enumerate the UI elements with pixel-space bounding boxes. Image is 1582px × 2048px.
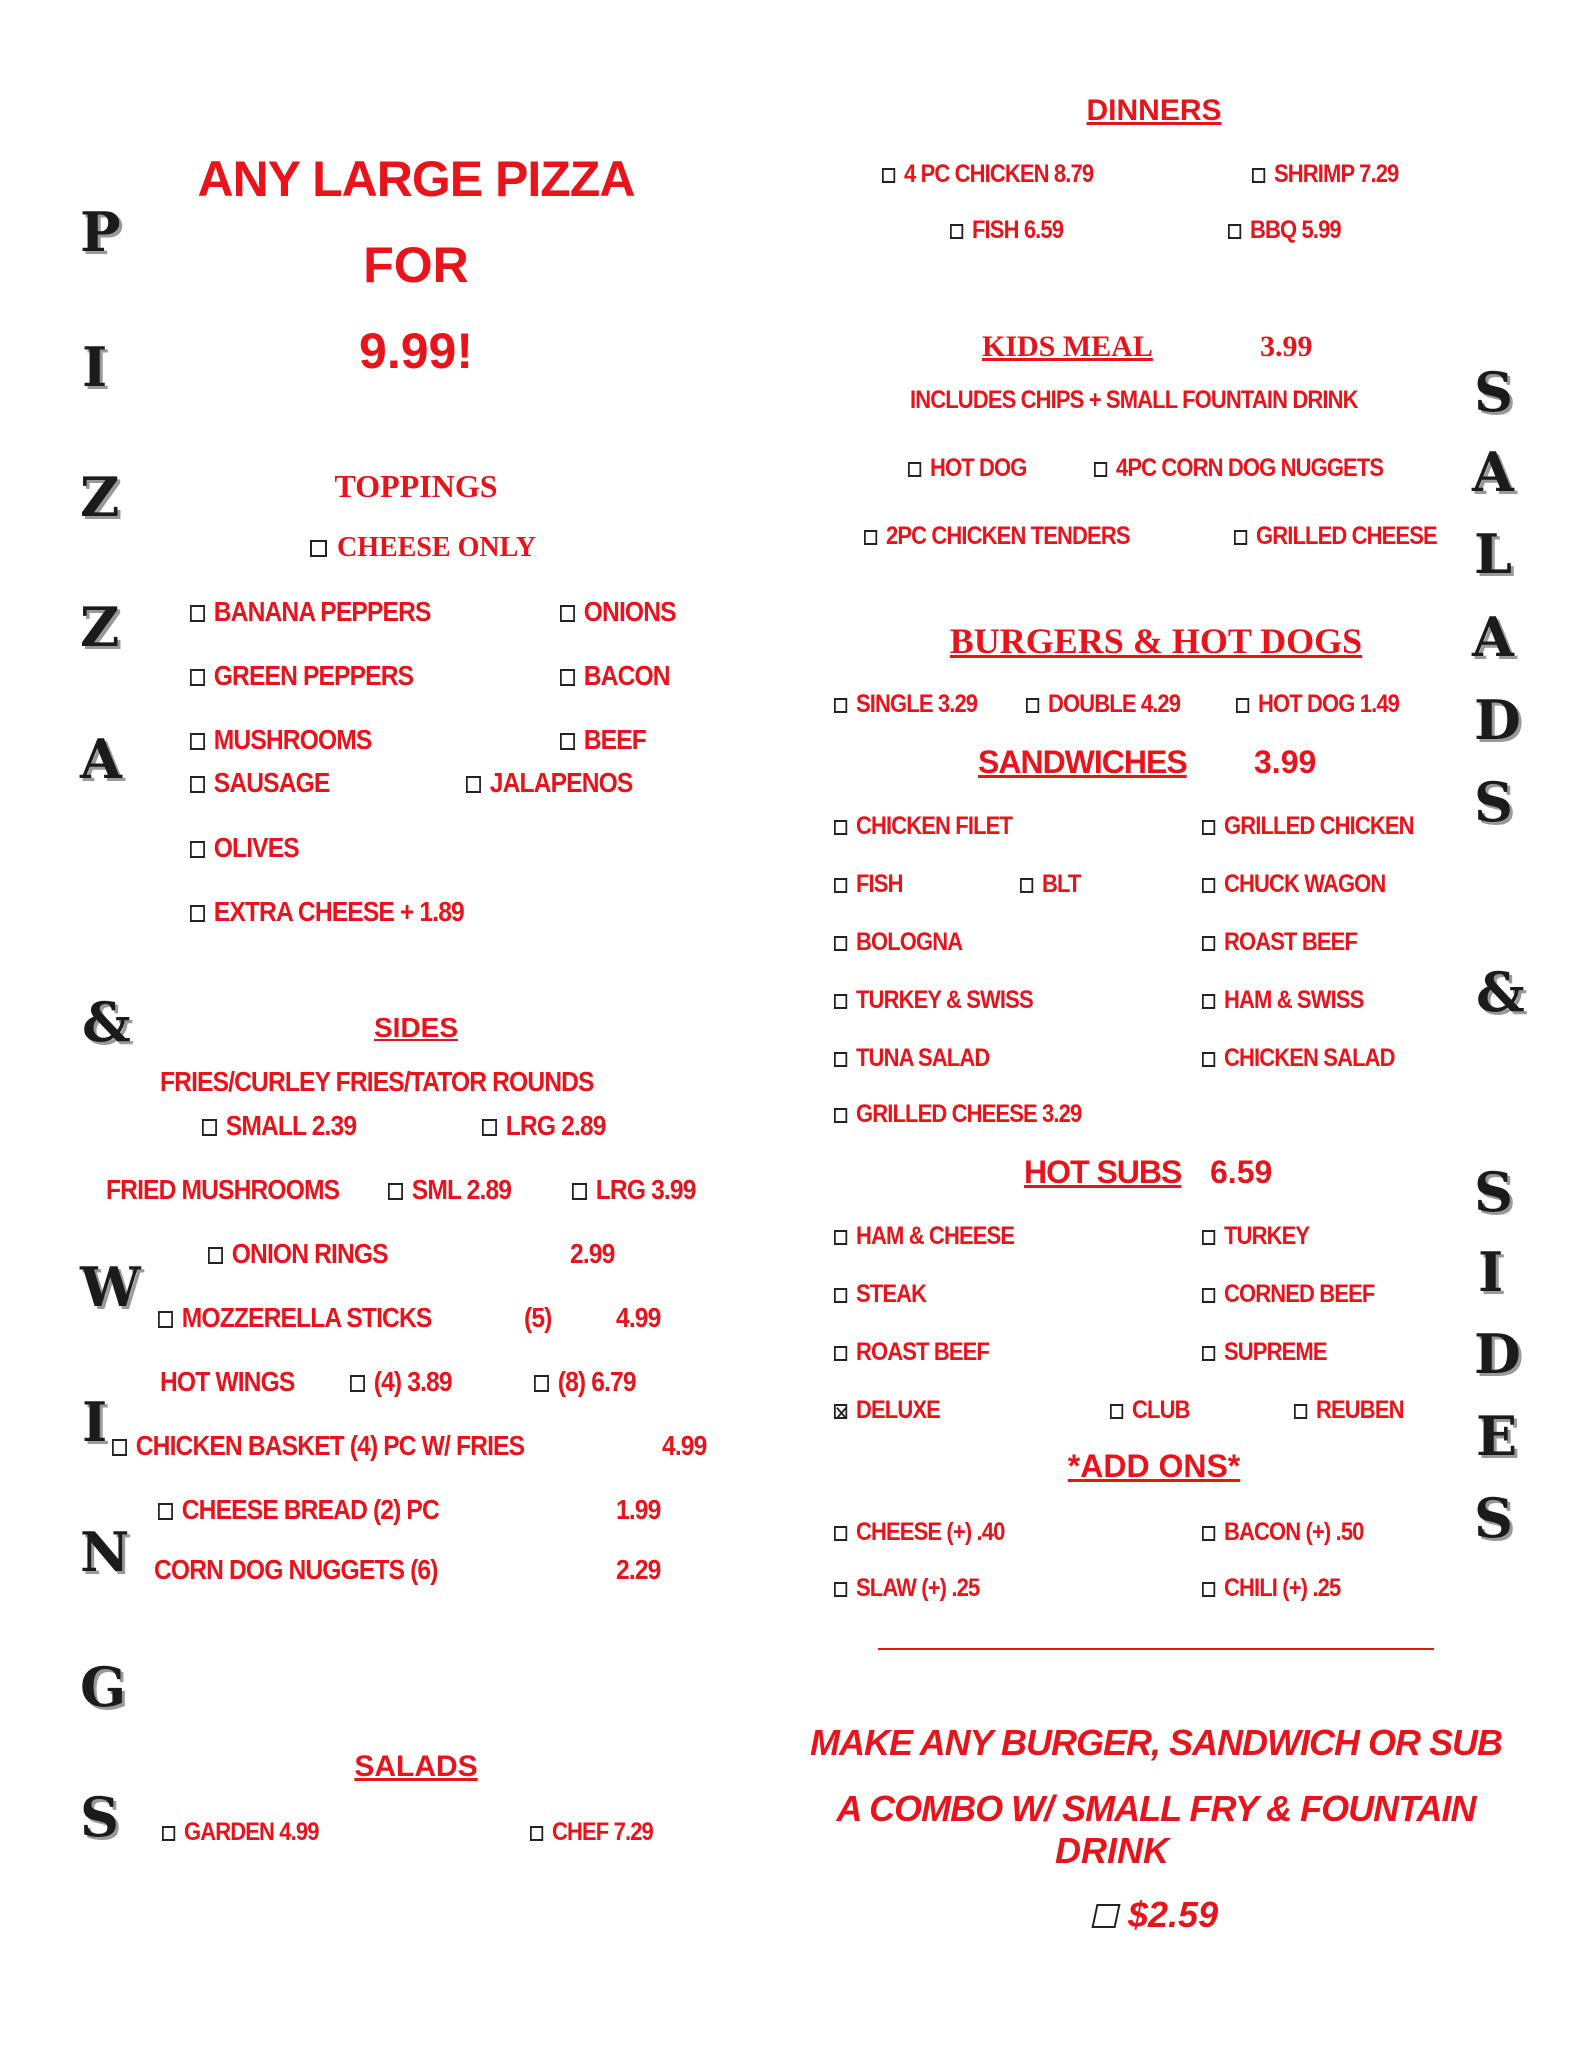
topping-item[interactable]: BEEF (560, 724, 646, 756)
wings-8[interactable]: (8) 6.79 (534, 1366, 636, 1398)
checkbox-icon[interactable] (190, 605, 205, 622)
pizza-headline-for: FOR (363, 237, 469, 293)
checkbox-icon[interactable] (158, 1311, 173, 1328)
checkbox-icon[interactable] (482, 1119, 497, 1136)
checkbox-icon[interactable] (834, 1526, 847, 1541)
topping-item[interactable]: SAUSAGE (190, 767, 329, 799)
topping-item[interactable]: EXTRA CHEESE + 1.89 (190, 896, 464, 928)
vertical-letter: S (1474, 360, 1513, 424)
hot-dog[interactable]: HOT DOG 1.49 (1236, 690, 1399, 719)
combo-line-1: MAKE ANY BURGER, SANDWICH OR SUB (809, 1722, 1503, 1763)
checkbox-icon[interactable] (572, 1183, 587, 1200)
fries-large[interactable]: LRG 2.89 (482, 1110, 606, 1142)
checkbox-icon[interactable] (1236, 698, 1249, 713)
chicken-basket[interactable]: CHICKEN BASKET (4) PC W/ FRIES (112, 1430, 524, 1462)
checkbox-icon[interactable] (208, 1247, 223, 1264)
vertical-letter: D (1474, 688, 1521, 752)
checkbox-icon[interactable] (834, 936, 847, 951)
checkbox-icon[interactable] (834, 1582, 847, 1597)
vertical-letter: N (80, 1520, 130, 1584)
topping-item[interactable]: BANANA PEPPERS (190, 596, 431, 628)
combo-line-3: DRINK (1055, 1830, 1169, 1871)
sub-item[interactable]: STEAK (834, 1280, 926, 1309)
checkbox-icon[interactable] (1202, 878, 1215, 893)
checkbox-icon[interactable] (864, 530, 877, 545)
topping-cheese-only[interactable]: CHEESE ONLY (310, 532, 536, 564)
vertical-letter: S (1474, 1160, 1513, 1224)
pizza-headline: ANY LARGE PIZZA (197, 151, 635, 207)
sandwich-item[interactable]: TUNA SALAD (834, 1044, 989, 1073)
sub-item[interactable]: REUBEN (1294, 1396, 1404, 1425)
vertical-letter: L (1474, 522, 1512, 586)
sub-item-deluxe[interactable]: DELUXE (834, 1396, 940, 1425)
checkbox-icon[interactable] (834, 1288, 847, 1303)
add-ons-title: *ADD ONS* (1067, 1448, 1241, 1484)
sub-item[interactable]: ROAST BEEF (834, 1338, 989, 1367)
mozzarella-count: (5) (524, 1302, 552, 1333)
sub-item[interactable]: CLUB (1110, 1396, 1190, 1425)
sandwich-item[interactable]: ROAST BEEF (1202, 928, 1357, 957)
addon-item[interactable]: SLAW (+) .25 (834, 1574, 979, 1603)
vertical-letter: A (1472, 440, 1514, 504)
vertical-letter: E (1476, 1404, 1518, 1468)
checkbox-icon[interactable] (350, 1375, 365, 1392)
checkbox-icon[interactable] (202, 1119, 217, 1136)
sandwich-item[interactable]: GRILLED CHEESE 3.29 (834, 1100, 1081, 1129)
sides-fries-label: FRIES/CURLEY FRIES/TATOR ROUNDS (160, 1066, 594, 1097)
sides-title: SIDES (373, 1012, 459, 1043)
checkbox-icon[interactable] (1202, 820, 1215, 835)
kids-item[interactable]: 2PC CHICKEN TENDERS (864, 522, 1130, 551)
hot-subs-price: 6.59 (1210, 1154, 1273, 1190)
checkbox-icon[interactable] (834, 698, 847, 713)
vertical-letter: & (1476, 960, 1525, 1024)
dinner-item[interactable]: FISH 6.59 (950, 216, 1063, 245)
checkbox-icon[interactable] (190, 776, 205, 793)
sandwich-item[interactable]: GRILLED CHICKEN (1202, 812, 1414, 841)
burger-double[interactable]: DOUBLE 4.29 (1026, 690, 1180, 719)
mozzarella-sticks[interactable]: MOZZERELLA STICKS (158, 1302, 431, 1334)
checkbox-icon[interactable] (158, 1503, 173, 1520)
checkbox-icon[interactable] (190, 733, 205, 750)
kids-item[interactable]: GRILLED CHEESE (1234, 522, 1437, 551)
divider (878, 1648, 1434, 1650)
checkbox-icon[interactable] (112, 1439, 127, 1456)
topping-item[interactable]: ONIONS (560, 596, 676, 628)
vertical-letter: I (1478, 1240, 1504, 1304)
sandwiches-title: SANDWICHES (978, 744, 1187, 780)
dinner-item[interactable]: SHRIMP 7.29 (1252, 160, 1398, 189)
checkbox-icon[interactable] (908, 462, 921, 477)
vertical-letter: D (1474, 1322, 1521, 1386)
checkbox-icon[interactable] (1202, 1526, 1215, 1541)
vertical-letter: A (80, 727, 122, 791)
mushrooms-large[interactable]: LRG 3.99 (572, 1174, 696, 1206)
topping-item[interactable]: BACON (560, 660, 670, 692)
topping-item[interactable]: JALAPENOS (466, 767, 632, 799)
checkbox-icon[interactable] (1294, 1404, 1307, 1419)
checkbox-icon[interactable] (834, 994, 847, 1009)
vertical-letter: P (80, 200, 121, 264)
mozzarella-price: 4.99 (616, 1302, 661, 1333)
checkbox-icon[interactable] (1202, 1052, 1215, 1067)
checked-checkbox-icon[interactable] (834, 1404, 847, 1419)
kids-meal-price: 3.99 (1260, 330, 1313, 363)
sub-item[interactable]: TURKEY (1202, 1222, 1309, 1251)
checkbox-icon[interactable] (1094, 462, 1107, 477)
checkbox-icon[interactable] (834, 1052, 847, 1067)
sandwich-item[interactable]: BOLOGNA (834, 928, 962, 957)
checkbox-icon[interactable] (560, 733, 575, 750)
cheese-bread[interactable]: CHEESE BREAD (2) PC (158, 1494, 439, 1526)
hot-subs-title: HOT SUBS (1024, 1154, 1182, 1190)
vertical-letter: G (80, 1655, 127, 1719)
addon-item[interactable]: BACON (+) .50 (1202, 1518, 1364, 1547)
topping-item[interactable]: MUSHROOMS (190, 724, 371, 756)
checkbox-icon[interactable] (834, 820, 847, 835)
chicken-basket-price: 4.99 (662, 1430, 707, 1461)
checkbox-icon[interactable] (1202, 1288, 1215, 1303)
checkbox-icon[interactable] (466, 776, 481, 793)
sandwich-item[interactable]: FISH (834, 870, 903, 899)
checkbox-icon[interactable] (834, 1230, 847, 1245)
fries-small[interactable]: SMALL 2.39 (202, 1110, 356, 1142)
kids-meal-includes: INCLUDES CHIPS + SMALL FOUNTAIN DRINK (910, 386, 1358, 414)
checkbox-icon[interactable] (388, 1183, 403, 1200)
vertical-letter: I (82, 335, 108, 399)
burgers-title: BURGERS & HOT DOGS (949, 621, 1363, 661)
salad-chef[interactable]: CHEF 7.29 (530, 1818, 653, 1847)
sub-item[interactable]: CORNED BEEF (1202, 1280, 1374, 1309)
checkbox-icon[interactable] (560, 669, 575, 686)
vertical-letter: S (80, 1785, 119, 1849)
checkbox-icon[interactable] (534, 1375, 549, 1392)
onion-rings[interactable]: ONION RINGS (208, 1238, 388, 1270)
checkbox-icon[interactable] (1020, 878, 1033, 893)
dinners-title: DINNERS (1086, 94, 1222, 127)
checkbox-icon[interactable] (950, 224, 963, 239)
checkbox-icon[interactable] (1234, 530, 1247, 545)
kids-item[interactable]: 4PC CORN DOG NUGGETS (1094, 454, 1383, 483)
topping-item[interactable]: OLIVES (190, 832, 299, 864)
onion-rings-price: 2.99 (570, 1238, 615, 1269)
checkbox-icon[interactable] (1091, 1904, 1120, 1928)
sandwich-item[interactable]: CHICKEN FILET (834, 812, 1012, 841)
sandwich-item[interactable]: CHUCK WAGON (1202, 870, 1385, 899)
burger-single[interactable]: SINGLE 3.29 (834, 690, 977, 719)
vertical-letter: S (1474, 1486, 1513, 1550)
sub-item[interactable]: SUPREME (1202, 1338, 1327, 1367)
fried-mushrooms-label: FRIED MUSHROOMS (106, 1174, 340, 1205)
checkbox-icon[interactable] (834, 1346, 847, 1361)
checkbox-icon[interactable] (1228, 224, 1241, 239)
hot-wings-label: HOT WINGS (160, 1366, 295, 1397)
vertical-letter: Z (80, 595, 120, 659)
checkbox-icon[interactable] (1202, 1582, 1215, 1597)
dinner-item[interactable]: 4 PC CHICKEN 8.79 (882, 160, 1093, 189)
corn-dog-nuggets: CORN DOG NUGGETS (6) (154, 1554, 438, 1585)
vertical-letter: Z (80, 465, 120, 529)
checkbox-icon[interactable] (1110, 1404, 1123, 1419)
kids-meal-title: KIDS MEAL (982, 330, 1153, 363)
combo-price[interactable]: $2.59 (1094, 1894, 1218, 1936)
sandwiches-price: 3.99 (1254, 744, 1317, 780)
checkbox-icon[interactable] (834, 1108, 847, 1123)
kids-item[interactable]: HOT DOG (908, 454, 1027, 483)
checkbox-icon[interactable] (310, 540, 327, 557)
mushrooms-small[interactable]: SML 2.89 (388, 1174, 511, 1206)
dinner-item[interactable]: BBQ 5.99 (1228, 216, 1341, 245)
sandwich-item[interactable]: BLT (1020, 870, 1081, 899)
checkbox-icon[interactable] (1252, 168, 1265, 183)
checkbox-icon[interactable] (1026, 698, 1039, 713)
salads-title: SALADS (354, 1750, 478, 1783)
vertical-letter: I (82, 1390, 108, 1454)
checkbox-icon[interactable] (1202, 994, 1215, 1009)
addon-item[interactable]: CHILI (+) .25 (1202, 1574, 1340, 1603)
vertical-letter: & (82, 990, 131, 1054)
cheese-bread-price: 1.99 (616, 1494, 661, 1525)
wings-4[interactable]: (4) 3.89 (350, 1366, 452, 1398)
vertical-letter: A (1472, 605, 1514, 669)
checkbox-icon[interactable] (190, 841, 205, 858)
sandwich-item[interactable]: HAM & SWISS (1202, 986, 1363, 1015)
corn-dog-price: 2.29 (616, 1554, 661, 1585)
sandwich-item[interactable]: CHICKEN SALAD (1202, 1044, 1395, 1073)
topping-item[interactable]: GREEN PEPPERS (190, 660, 413, 692)
toppings-title: TOPPINGS (334, 468, 498, 504)
checkbox-icon[interactable] (190, 669, 205, 686)
checkbox-icon[interactable] (882, 168, 895, 183)
addon-item[interactable]: CHEESE (+) .40 (834, 1518, 1004, 1547)
checkbox-icon[interactable] (834, 878, 847, 893)
salad-garden[interactable]: GARDEN 4.99 (162, 1818, 319, 1847)
sub-item[interactable]: HAM & CHEESE (834, 1222, 1014, 1251)
checkbox-icon[interactable] (1202, 1346, 1215, 1361)
checkbox-icon[interactable] (530, 1826, 543, 1841)
combo-line-2: A COMBO W/ SMALL FRY & FOUNTAIN (836, 1788, 1476, 1829)
sandwich-item[interactable]: TURKEY & SWISS (834, 986, 1033, 1015)
vertical-letter: S (1474, 770, 1513, 834)
checkbox-icon[interactable] (190, 905, 205, 922)
checkbox-icon[interactable] (162, 1826, 175, 1841)
vertical-letter: W (80, 1255, 141, 1319)
checkbox-icon[interactable] (1202, 936, 1215, 951)
pizza-price: 9.99! (359, 323, 473, 379)
checkbox-icon[interactable] (1202, 1230, 1215, 1245)
checkbox-icon[interactable] (560, 605, 575, 622)
